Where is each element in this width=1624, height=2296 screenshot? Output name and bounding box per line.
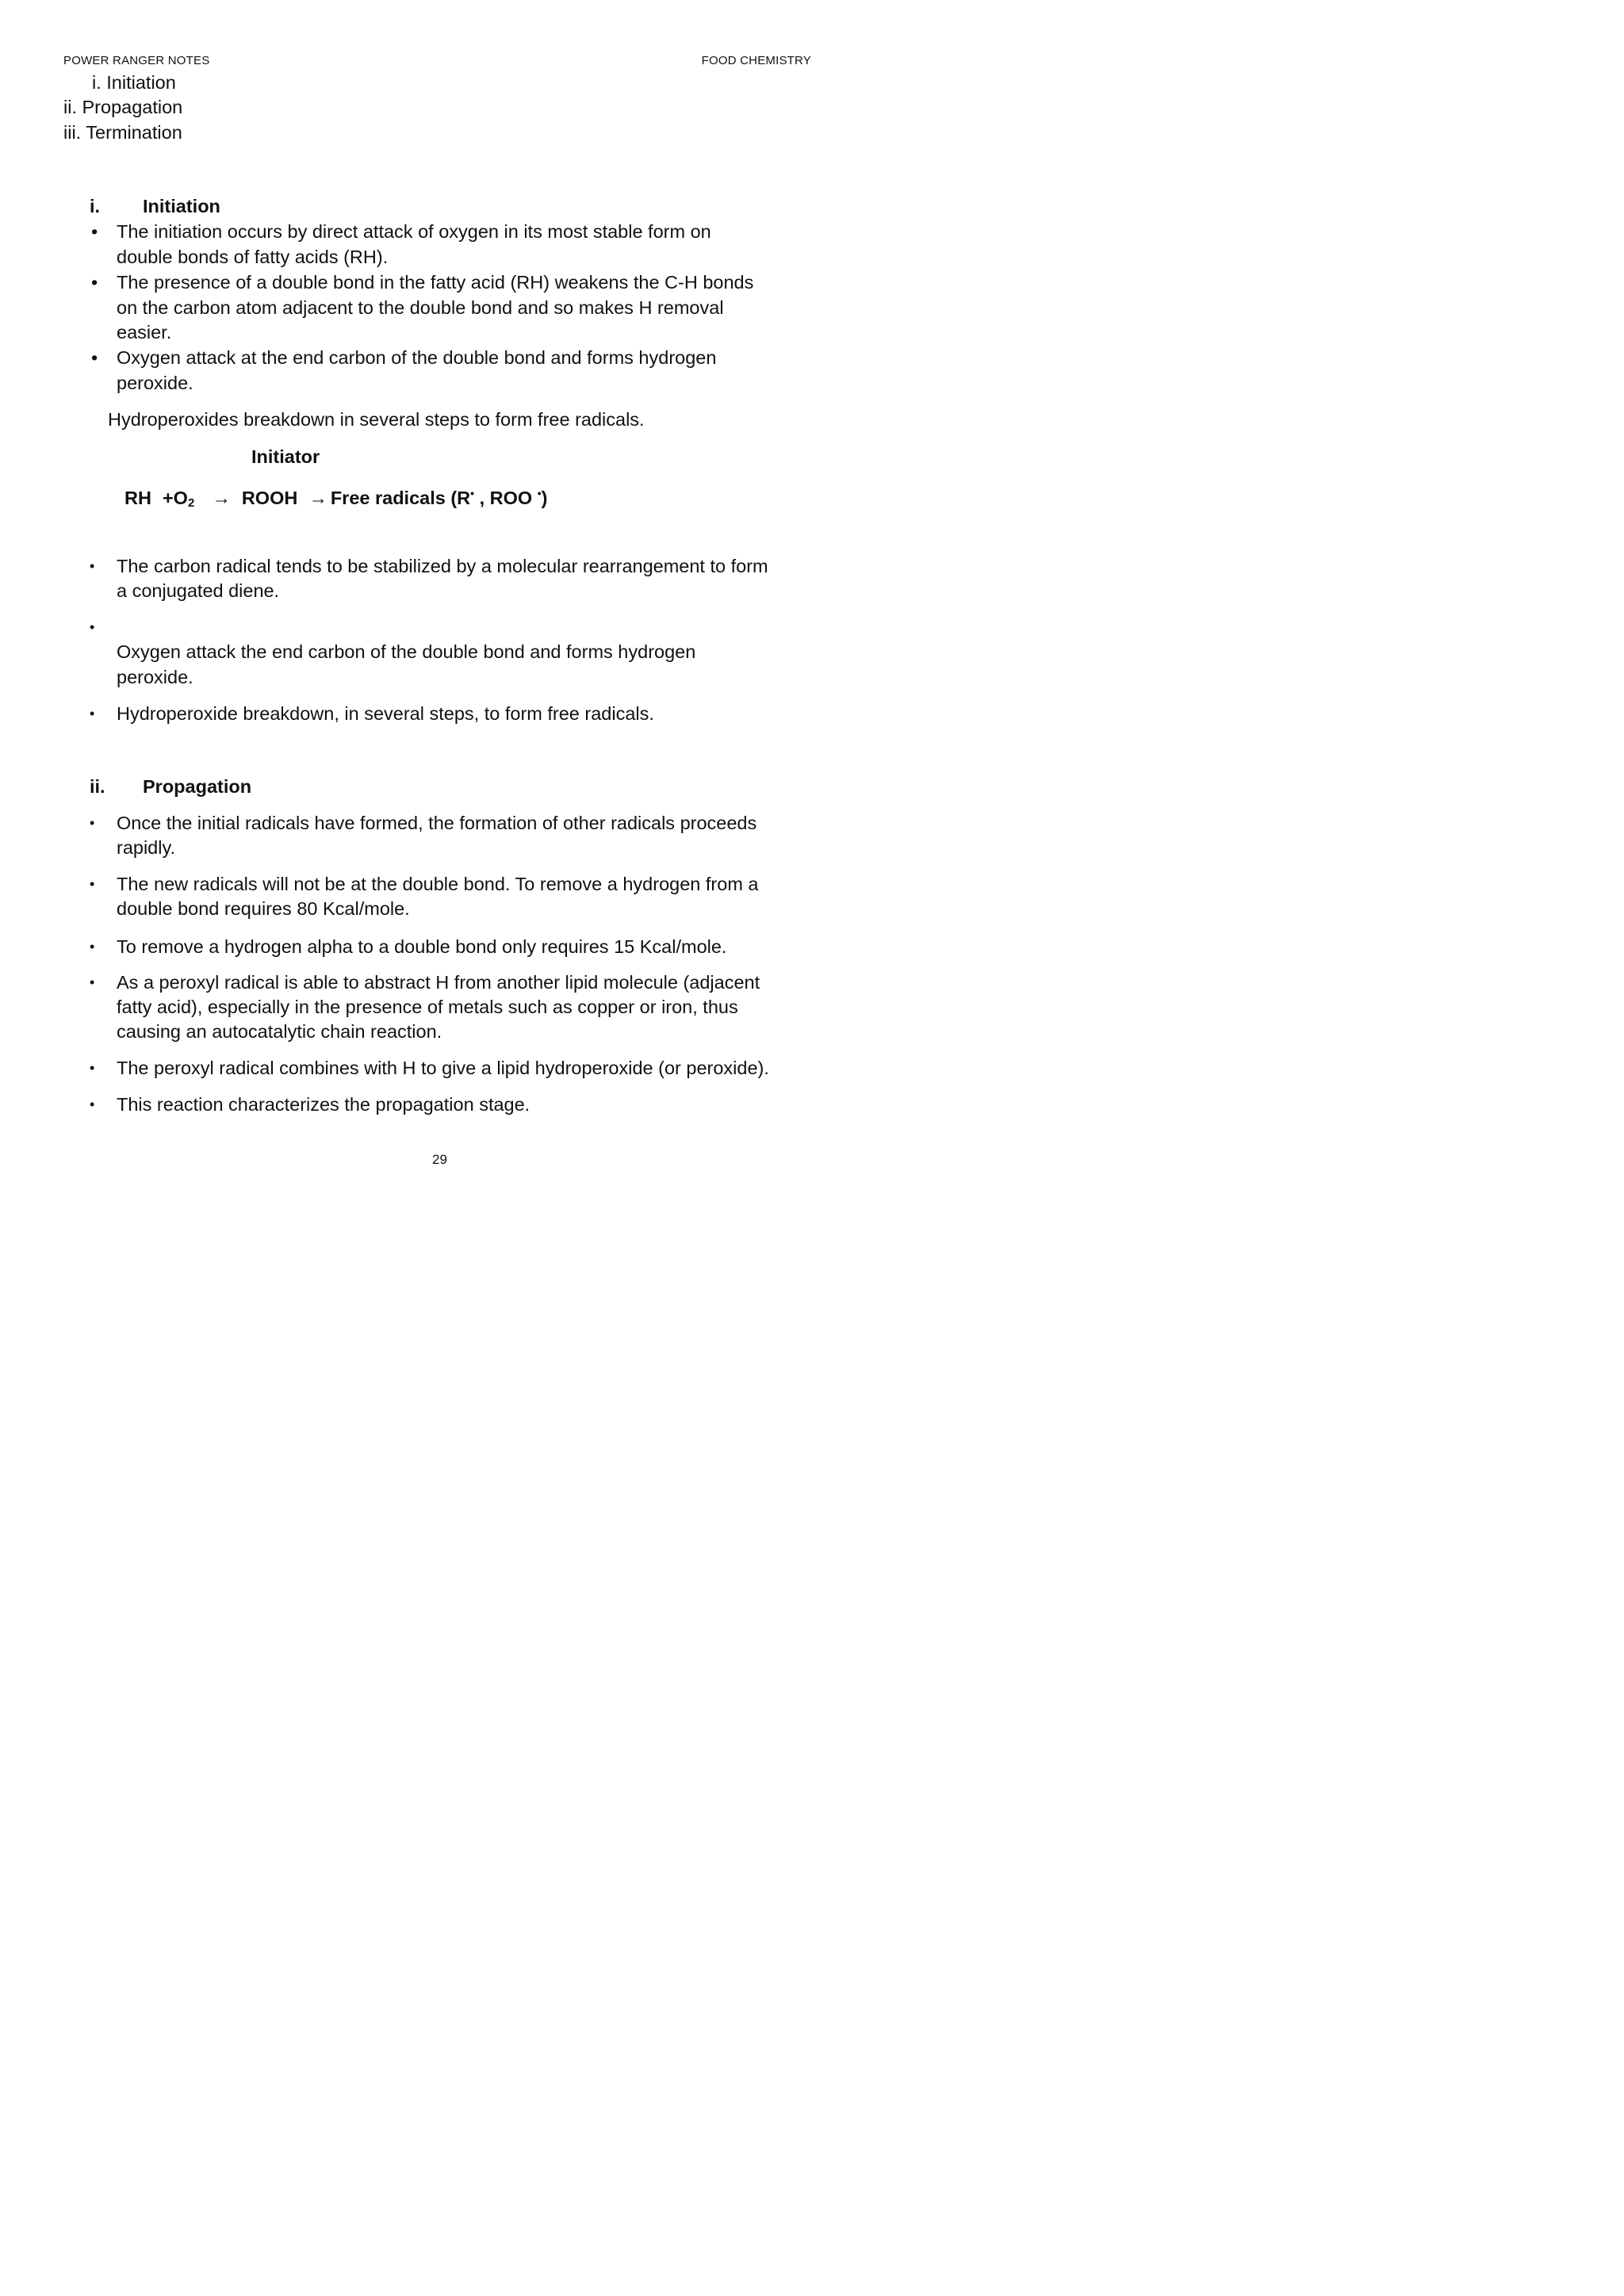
initiation-bullet-2-line-2: on the carbon atom adjacent to the double bond and so makes H removal — [117, 297, 724, 318]
bullet-dot: • — [90, 876, 95, 892]
propagation-bullet-5: The peroxyl radical combines with H to give a lipid hydroperoxide (or peroxide). — [117, 1058, 769, 1078]
propagation-bullet-4-line-2: fatty acid), especially in the presence of metals such as copper or iron, thus — [117, 997, 738, 1017]
propagation-bullet-4-line-3: causing an autocatalytic chain reaction. — [117, 1021, 442, 1042]
bullet-dot: • — [90, 815, 95, 831]
radical-dot: • — [537, 487, 542, 499]
initiation-b-bullet-2-line-2: peroxide. — [117, 667, 193, 687]
equation-oxygen: +O — [162, 488, 188, 508]
bullet-dot: • — [90, 1060, 95, 1076]
radical-dot: • — [470, 487, 475, 499]
initiation-bullet-2-line-3: easier. — [117, 322, 172, 342]
arrow-icon: → — [308, 488, 327, 508]
initiation-bullet-1-line-1: The initiation occurs by direct attack of oxygen in its most stable form on — [117, 221, 711, 242]
equation-close: ) — [541, 488, 548, 508]
propagation-bullet-1-line-1: Once the initial radicals have formed, the formation of other radicals proceeds — [117, 813, 757, 833]
stage-list-item-propagation: ii. Propagation — [63, 97, 183, 117]
initiation-bullet-2-line-1: The presence of a double bond in the fatty acid (RH) weakens the C-H bonds — [117, 272, 754, 293]
initiation-b-bullet-2-line-1: Oxygen attack the end carbon of the double bond and forms hydrogen — [117, 641, 696, 662]
bullet-dot: • — [91, 272, 98, 293]
header-right: FOOD CHEMISTRY — [701, 54, 811, 67]
arrow-icon: → — [212, 488, 231, 508]
propagation-number: ii. — [90, 776, 105, 797]
header-left: POWER RANGER NOTES — [63, 54, 210, 67]
initiation-bullet-1-line-2: double bonds of fatty acids (RH). — [117, 247, 389, 267]
initiation-bullet-3-line-1: Oxygen attack at the end carbon of the double bond and forms hydrogen — [117, 347, 717, 368]
propagation-heading: Propagation — [143, 776, 252, 797]
initiation-heading: Initiation — [143, 196, 220, 216]
equation-rh: RH — [124, 488, 151, 508]
stage-list-item-termination: iii. Termination — [63, 122, 182, 143]
equation-subscript-2: 2 — [187, 496, 195, 510]
reaction-equation — [124, 480, 547, 516]
equation-roo: , ROO — [474, 488, 538, 508]
initiator-label: Initiator — [251, 446, 320, 467]
initiation-b-bullet-1-line-1: The carbon radical tends to be stabilized by a molecular rearrangement to form — [117, 556, 768, 576]
propagation-bullet-6: This reaction characterizes the propagation stage. — [117, 1094, 530, 1115]
propagation-bullet-4-line-1: As a peroxyl radical is able to abstract H from another lipid molecule (adjacent — [117, 972, 760, 993]
propagation-bullet-3: To remove a hydrogen alpha to a double bond only requires 15 Kcal/mole. — [117, 936, 727, 957]
propagation-bullet-2-line-1: The new radicals will not be at the double bond. To remove a hydrogen from a — [117, 874, 759, 894]
initiation-b-bullet-1-line-2: a conjugated diene. — [117, 580, 280, 601]
equation-free-radicals: Free radicals (R — [330, 488, 471, 508]
propagation-bullet-2-line-2: double bond requires 80 Kcal/mole. — [117, 898, 410, 919]
bullet-dot: • — [91, 347, 98, 368]
propagation-bullet-1-line-2: rapidly. — [117, 837, 176, 858]
bullet-dot: • — [90, 939, 95, 955]
bullet-dot: • — [90, 1096, 95, 1112]
initiation-number: i. — [90, 196, 101, 216]
bullet-dot: • — [90, 619, 95, 635]
equation-rooh: ROOH — [241, 488, 298, 508]
stage-list-item-initiation: i. Initiation — [92, 72, 176, 93]
bullet-dot: • — [90, 706, 95, 721]
bullet-dot: • — [90, 974, 95, 990]
page-number: 29 — [432, 1152, 447, 1167]
bullet-dot: • — [91, 221, 98, 242]
initiation-bullet-3-line-2: peroxide. — [117, 373, 193, 393]
hydroperoxide-note: Hydroperoxides breakdown in several steps to form free radicals. — [108, 409, 645, 430]
initiation-b-bullet-3-line-1: Hydroperoxide breakdown, in several steps, to form free radicals. — [117, 703, 654, 724]
bullet-dot: • — [90, 558, 95, 574]
